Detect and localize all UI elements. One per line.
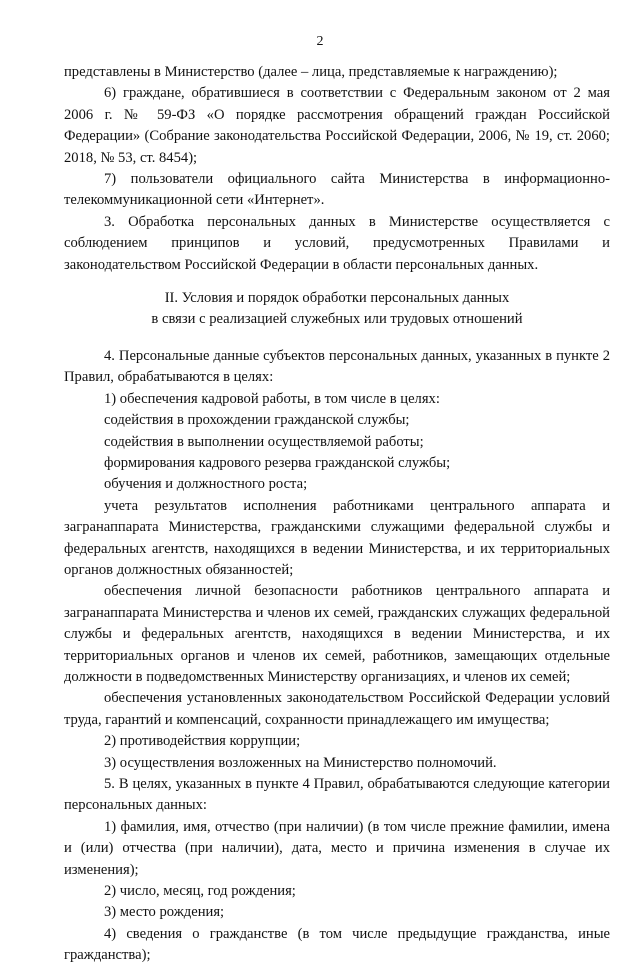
paragraph: учета результатов исполнения работниками центрального аппарата и загранаппарата Министерства, гражданскими служащими федеральной службы и федеральных агентств, находящихся в ведении Министерства, и их территориальных органов должностных обязанностей; xyxy=(64,497,610,578)
document-body xyxy=(64,62,610,967)
paragraph: 1) фамилия, имя, отчество (при наличии) (в том числе прежние фамилии, имена и (или) отчества (при наличии), дата, место и причина изменения в случае их изменения); xyxy=(64,818,610,878)
paragraph: 4) сведения о гражданстве (в том числе предыдущие гражданства, иные гражданства); xyxy=(64,925,610,964)
paragraph: 4. Персональные данные субъектов персональных данных, указанных в пункте 2 Правил, обрабатываются в целях: xyxy=(64,347,610,386)
paragraph: 1) обеспечения кадровой работы, в том числе в целях: xyxy=(104,390,440,407)
paragraph: обеспечения личной безопасности работников центрального аппарата и загранаппарата Министерства и членов их семей, гражданских служащих федеральной службы и федеральных агентств, находящихся в ведении Министерства, и их территориальных органов и членов их семей, работников, замещающих отдельные должности в подведомственных Министерству организациях, и членов их семей; xyxy=(64,583,610,685)
paragraph: содействия в выполнении осуществляемой работы; xyxy=(104,433,424,450)
section-heading-line-1: II. Условия и порядок обработки персональных данных xyxy=(164,290,510,307)
page-number: 2 xyxy=(316,34,324,49)
section-heading-line-2: в связи с реализацией служебных или трудовых отношений xyxy=(151,311,523,328)
paragraph: обучения и должностного роста; xyxy=(104,476,308,493)
paragraph: содействия в прохождении гражданской службы; xyxy=(104,412,410,429)
paragraph: обеспечения установленных законодательством Российской Федерации условий труда, гарантий и компенсаций, сохранности принадлежащего им имущества; xyxy=(64,690,610,728)
paragraph: формирования кадрового резерва гражданской службы; xyxy=(104,454,451,471)
paragraph: 6) граждане, обратившиеся в соответствии с Федеральным законом от 2 мая 2006 г. № 59-ФЗ «О порядке рассмотрения обращений граждан Российской Федерации» (Собрание законодательства Российской Федерации, 2006, № 19, ст. 2060; 2018, № 53, ст. 8454); xyxy=(64,85,610,166)
section-heading xyxy=(64,288,610,331)
paragraph: 5. В целях, указанных в пункте 4 Правил, обрабатываются следующие категории персональных данных: xyxy=(64,776,610,814)
paragraph: 2) противодействия коррупции; xyxy=(104,733,301,750)
paragraph: 7) пользователи официального сайта Министерства в информационно-телекоммуникационной сети «Интернет». xyxy=(64,171,610,209)
paragraph: 3) место рождения; xyxy=(104,904,225,921)
paragraph: 2) число, месяц, год рождения; xyxy=(104,883,296,900)
paragraph: 3. Обработка персональных данных в Министерстве осуществляется с соблюдением принципов и условий, предусмотренных Правилами и законодательством Российской Федерации в области персональных данных. xyxy=(64,213,610,273)
paragraph: 3) осуществления возложенных на Министерство полномочий. xyxy=(104,754,497,771)
paragraph: представлены в Министерство (далее – лица, представляемые к награждению); xyxy=(64,64,558,80)
